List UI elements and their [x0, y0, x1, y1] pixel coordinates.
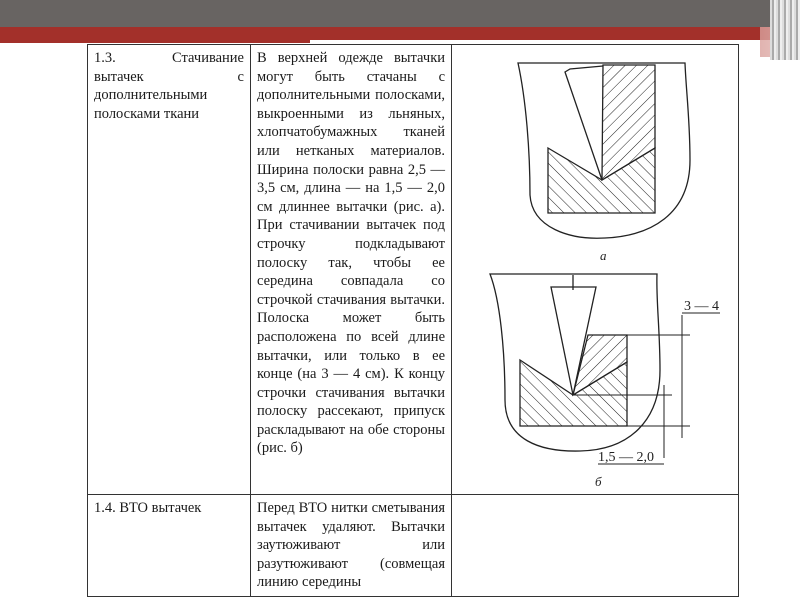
figure-b-label: б — [595, 474, 602, 489]
slide-accent-band-right — [310, 27, 780, 40]
figure-cell — [452, 45, 739, 495]
figure-cell-empty — [452, 495, 739, 597]
dimension-label-bottom: 1,5 — 2,0 — [598, 450, 654, 465]
description-cell: Перед ВТО нитки сметывания вытачек удаляют. Вытачки заутюживают или разутюживают (совмещая линию середины — [251, 495, 452, 597]
table-row — [88, 495, 739, 597]
process-table — [87, 44, 739, 597]
dimension-label-top: 3 — 4 — [684, 299, 719, 314]
slide-accent-band — [0, 27, 310, 43]
operation-cell: 1.3. Стачивание вытачек с дополнительными полосками ткани — [88, 45, 251, 495]
description-cell: В верхней одежде вытачки могут быть стачаны с дополнительными полосками, выкроенными из льняных, хлопчатобумажных тканей или нетканых материалов. Ширина полоски равна 2,5 — 3,5 см, длина — на 1,5 — 2,0 см длиннее вытачки (рис. а). При стачивании вытачек под строчку подкладывают полоску так, чтобы ее середина совпадала со строчкой стачивания вытачки. Полоска может быть расположена по всей длине вытачки, или только в ее конце (на 3 — 4 см). К концу строчки стачивания вытачки полоску рассекают, припуск раскладывают на обе стороны (рис. б) — [251, 45, 452, 495]
figure-a-label: а — [600, 248, 607, 263]
decorative-stripes — [770, 0, 800, 60]
table-row — [88, 45, 739, 495]
operation-cell: 1.4. ВТО вытачек — [88, 495, 251, 597]
slide-header-bar — [0, 0, 800, 27]
